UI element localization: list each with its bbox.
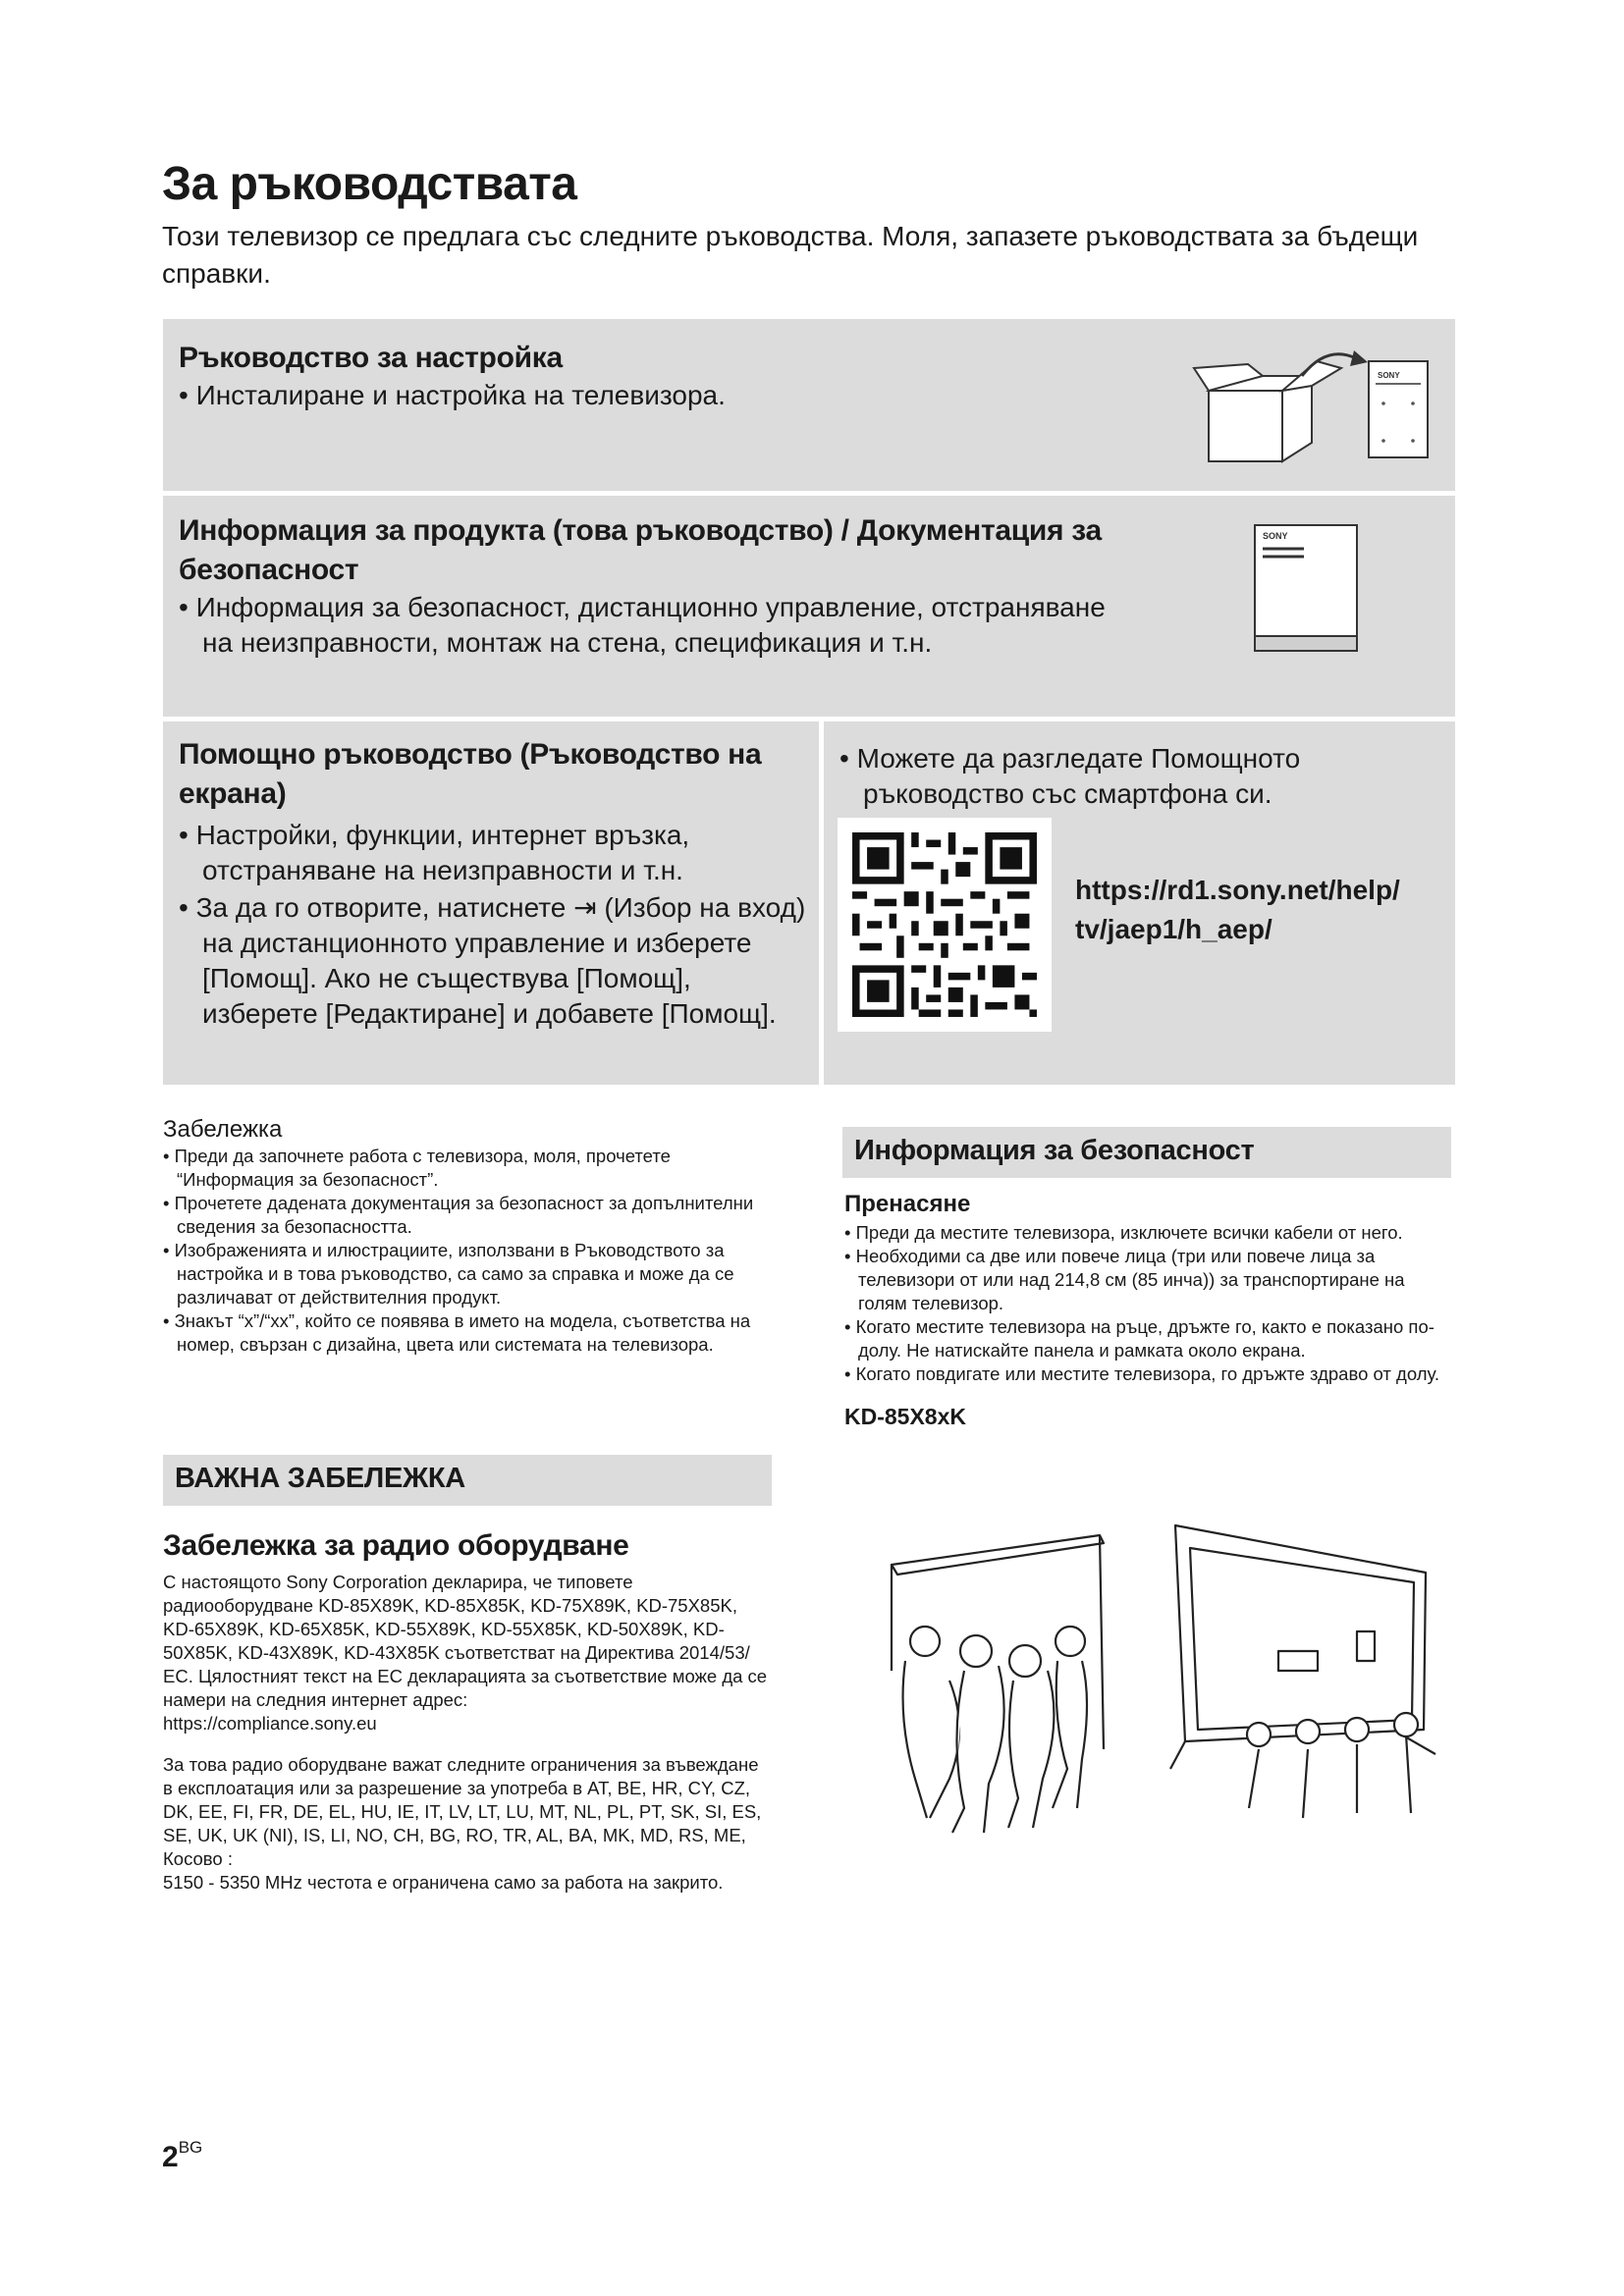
page-language-code: BG [178, 2138, 203, 2157]
note-item: • Преди да започнете работа с телевизора, моля, прочетете “Информация за безопасност”. [163, 1146, 671, 1190]
carrying-item: • Когато повдигате или местите телевизора, го дръжте здраво от долу. [844, 1363, 1440, 1384]
page-number [162, 2138, 202, 2174]
note-section [163, 1115, 772, 1357]
product-info-title: Информация за продукта (това ръководство) / Документация за безопасност [179, 514, 1102, 586]
model-label: KD-85X8xK [844, 1404, 966, 1429]
smartphone-help-bullet: • Можете да разгледате Помощното ръководство със смартфона си. [839, 743, 1301, 809]
page-title: За ръководствата [162, 158, 577, 210]
carrying-section [844, 1190, 1449, 1430]
manual-booklet-illustration [1253, 523, 1361, 656]
note-item: • Изображенията и илюстрациите, използвани в Ръководството за настройка и в това ръководство, са само за справка и може да се различават от действителния продукт. [163, 1240, 734, 1308]
note-item: • Знакът “x”/“xx”, който се появява в името на модела, съответства на номер, свързан с дизайна, цвета или системата на телевизора. [163, 1310, 751, 1355]
radio-notice-paragraph-3: 5150 - 5350 MHz честота е ограничена само за работа на закрито. [163, 1872, 724, 1893]
qr-code [838, 818, 1052, 1032]
compliance-url[interactable]: https://compliance.sony.eu [163, 1713, 377, 1734]
radio-notice-paragraph-1: С настоящото Sony Corporation декларира, че типовете радиооборудване KD-85X89K, KD-85X85K, KD-75X89K, KD-75X85K, KD-65X89K, KD-65X85K, KD-55X89K, KD-55X85K, KD-50X89K, KD-50X85K, KD-43X89K, KD-43X85K съответстват на Директива 2014/53/ЕС. Цялостният текст на ЕС декларацията за съответствие може да се намери на следния интернет адрес: [163, 1572, 768, 1710]
smartphone-help-box [824, 721, 1455, 1085]
product-info-box [163, 496, 1455, 717]
radio-notice-heading: Забележка за радио оборудване [163, 1529, 629, 1562]
help-guide-url-line-2: tv/jaep1/h_aep/ [1075, 914, 1272, 944]
note-item: • Прочетете дадената документация за безопасност за допълнителни сведения за безопасността. [163, 1193, 754, 1237]
page-number-value: 2 [162, 2141, 179, 2173]
setup-guide-title: Ръководство за настройка [179, 342, 563, 374]
carrying-item: • Когато местите телевизора на ръце, дръжте го, както е показано по-долу. Не натискайте панела и рамката около екрана. [844, 1316, 1435, 1361]
note-heading: Забележка [163, 1116, 283, 1143]
safety-info-bar [842, 1127, 1451, 1178]
sony-logo-small: SONY [1378, 371, 1400, 380]
help-guide-bullet-1: • Настройки, функции, интернет връзка, отстраняване на неизправности и т.н. [179, 820, 690, 885]
carrying-item: • Преди да местите телевизора, изключете всички кабели от него. [844, 1222, 1403, 1243]
important-note-title: ВАЖНА ЗАБЕЛЕЖКА [175, 1463, 465, 1494]
sony-logo-booklet: SONY [1263, 531, 1288, 541]
help-guide-url-line-1: https://rd1.sony.net/help/ [1075, 875, 1400, 905]
product-info-bullet: • Информация за безопасност, дистанционно управление, отстраняване на неизправности, монтаж на стена, спецификация и т.н. [179, 592, 1106, 658]
radio-notice-section [163, 1527, 772, 1895]
help-guide-title: Помощно ръководство (Ръководство на екрана) [179, 738, 762, 810]
setup-guide-box [163, 319, 1455, 491]
tv-carrying-illustration [846, 1523, 1455, 1838]
setup-guide-bullet: • Инсталиране и настройка на телевизора. [179, 380, 726, 410]
radio-notice-paragraph-2: За това радио оборудване важат следните ограничения за въвеждане в експлоатация или за разрешение за употреба в AT, BE, HR, CY, CZ, DK, EE, FI, FR, DE, EL, HU, IE, IT, LV, LT, LU, MT, NL, PL, PT, SK, SI, ES, SE, UK, UK (NI), IS, LI, NO, CH, BG, RO, TR, AL, BA, MK, MD, RS, ME, Косово : [163, 1754, 762, 1869]
carrying-heading: Пренасяне [844, 1191, 971, 1217]
carrying-item: • Необходими са две или повече лица (три или повече лица за телевизори от или над 214,8 см (85 инча)) за транспортиране на голям телевизор. [844, 1246, 1405, 1313]
box-to-manual-illustration [1189, 347, 1435, 474]
important-note-bar [163, 1455, 772, 1506]
intro-text: Този телевизор се предлага със следните ръководства. Моля, запазете ръководствата за бъдещи справки. [162, 221, 1419, 289]
help-guide-bullet-2: • За да го отворите, натиснете ⇥ (Избор на вход) на дистанционното управление и изберете [Помощ]. Ако не съществува [Помощ], изберете [Редактиране] и добавете [Помощ]. [179, 892, 806, 1029]
safety-info-title: Информация за безопасност [854, 1135, 1255, 1166]
help-guide-box [163, 721, 819, 1085]
help-guide-url[interactable] [1075, 871, 1400, 949]
